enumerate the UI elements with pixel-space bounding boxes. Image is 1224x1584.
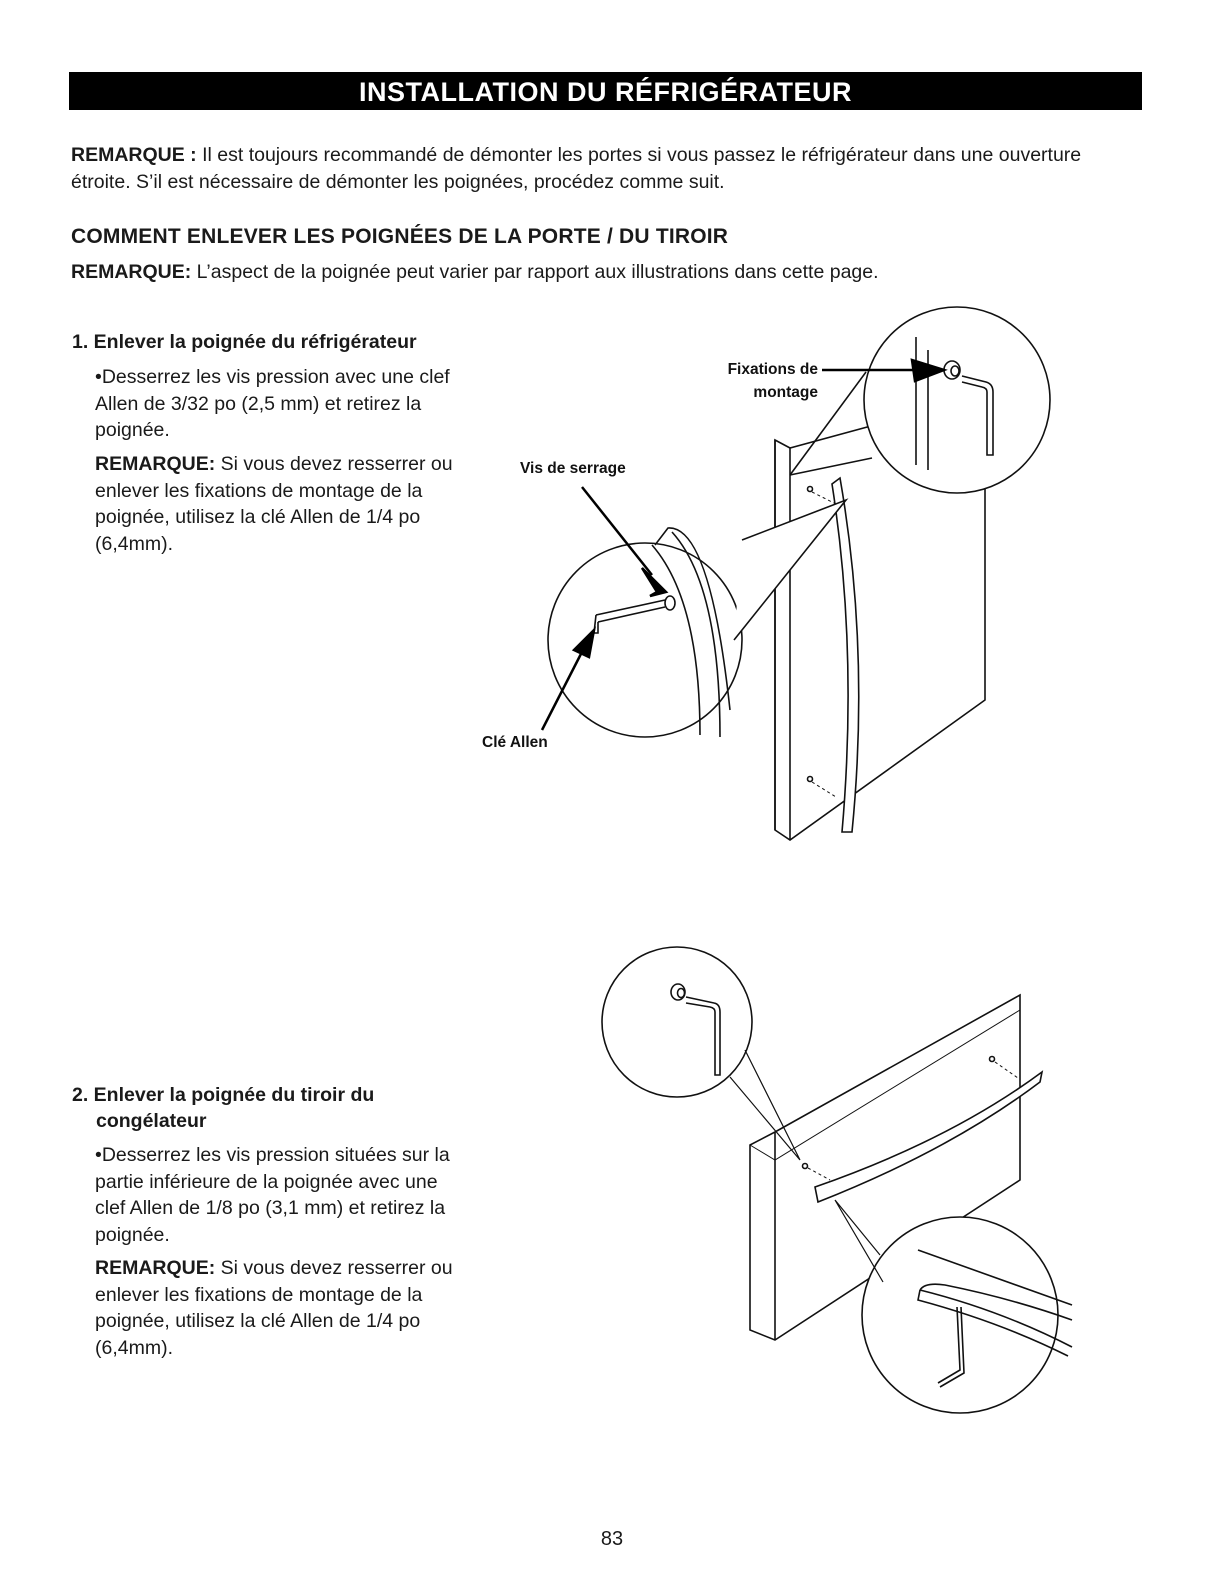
step2-bullet-text: Desserrez les vis pression situées sur la partie inférieure de la poignée avec une clef Allen de 1/8 po (3,1 mm) et retirez la poignée. (95, 1144, 450, 1246)
step2-note-text: Si vous devez resserrer ou enlever les fixations de montage de la poignée, utilisez la clé Allen de 1/4 po (6,4mm). (95, 1257, 453, 1359)
step2-title-line2: congélateur (96, 1110, 207, 1132)
intro-note-text: Il est toujours recommandé de démonter les portes si vous passez le réfrigérateur dans une ouverture étroite. S’il est nécessaire de démonter les poignées, procédez comme suit. (71, 144, 1082, 193)
intro-note-label: REMARQUE : (71, 144, 197, 166)
step2-title-line1: 2. Enlever la poignée du tiroir du (72, 1084, 375, 1106)
intro-note (71, 142, 1141, 196)
figure-refrigerator-handle (470, 300, 1070, 860)
bullet-marker: • (95, 1144, 102, 1166)
step1-bullet (95, 364, 475, 444)
page-title: INSTALLATION DU RÉFRIGÉRATEUR (69, 72, 1142, 110)
step1-note-text: Si vous devez resserrer ou enlever les fixations de montage de la poignée, utilisez la clé Allen de 1/4 po (6,4mm). (95, 453, 453, 555)
label-fixations-line1: Fixations de (727, 361, 818, 378)
step2-title (72, 1082, 374, 1134)
detail-circle-bottom (862, 1217, 1058, 1413)
step2-note (95, 1255, 480, 1361)
step1-title: 1. Enlever la poignée du réfrigérateur (72, 331, 417, 353)
detail-circle-top (864, 307, 1050, 493)
step1-bullet-text: Desserrez les vis pression avec une clef Allen de 3/32 po (2,5 mm) et retirez la poignée. (95, 366, 450, 441)
section-note-text: L’aspect de la poignée peut varier par rapport aux illustrations dans cette page. (191, 261, 879, 283)
bullet-marker: • (95, 366, 102, 388)
step2-bullet (95, 1142, 470, 1248)
section-note (71, 261, 879, 284)
step1-note (95, 451, 480, 557)
page-number: 83 (600, 1528, 624, 1550)
step2-note-label: REMARQUE: (95, 1257, 216, 1279)
label-fixations-line2: montage (753, 384, 818, 401)
section-heading: COMMENT ENLEVER LES POIGNÉES DE LA PORTE / DU TIROIR (71, 225, 729, 248)
section-note-label: REMARQUE: (71, 261, 192, 283)
step1-note-label: REMARQUE: (95, 453, 216, 475)
label-vis-de-serrage: Vis de serrage (520, 460, 626, 477)
figure-freezer-handle (590, 940, 1130, 1460)
detail-circle-top (602, 947, 752, 1097)
label-cle-allen: Clé Allen (482, 734, 548, 751)
